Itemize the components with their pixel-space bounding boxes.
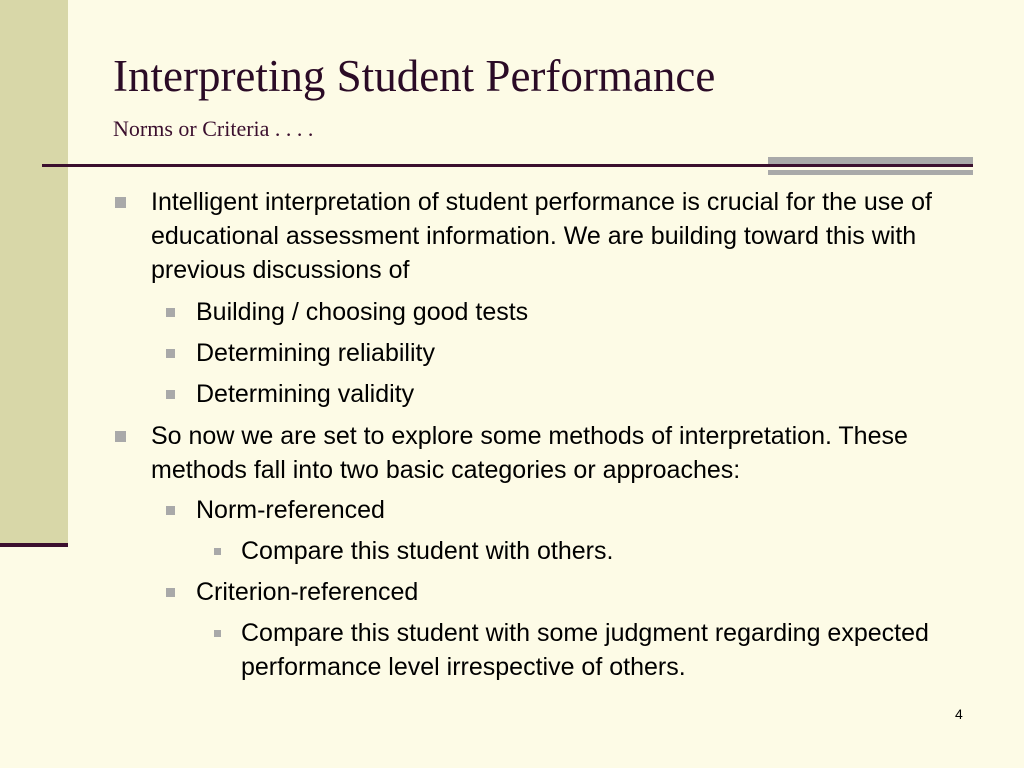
title-divider [42, 164, 973, 167]
bullet-item [196, 493, 966, 527]
square-bullet-icon [214, 548, 221, 555]
bullet-text: Intelligent interpretation of student performance is crucial for the use of educational assessment information. We are building toward this with previous discussions of [151, 188, 932, 284]
bullet-text: So now we are set to explore some methods of interpretation. These methods fall into two basic categories or approaches: [151, 422, 908, 484]
bullet-text: Compare this student with others. [241, 537, 614, 565]
bullet-item [196, 336, 966, 370]
bullet-item [196, 377, 966, 411]
bullet-item [241, 534, 966, 568]
square-bullet-icon [115, 431, 126, 442]
square-bullet-icon [115, 197, 126, 208]
bullet-item [151, 419, 966, 487]
slide-title: Interpreting Student Performance [113, 51, 716, 101]
bullet-text: Norm-referenced [196, 496, 385, 524]
bullet-item [196, 575, 966, 609]
left-decorative-band [0, 0, 68, 545]
divider-accent-bottom [768, 170, 973, 175]
bullet-text: Building / choosing good tests [196, 298, 529, 326]
bullet-text: Compare this student with some judgment regarding expected performance level irrespective of others. [241, 619, 929, 681]
divider-accent-top [768, 157, 973, 164]
square-bullet-icon [166, 588, 175, 597]
square-bullet-icon [166, 308, 175, 317]
page-number: 4 [955, 706, 963, 722]
square-bullet-icon [166, 390, 175, 399]
bullet-text: Determining reliability [196, 339, 435, 367]
square-bullet-icon [214, 630, 221, 637]
bullet-item [151, 185, 966, 287]
square-bullet-icon [166, 506, 175, 515]
left-decorative-line [0, 543, 68, 547]
slide-subtitle: Norms or Criteria . . . . [113, 116, 314, 141]
bullet-text: Determining validity [196, 380, 415, 408]
bullet-item [196, 295, 966, 329]
square-bullet-icon [166, 349, 175, 358]
bullet-text: Criterion-referenced [196, 578, 419, 606]
bullet-item [241, 616, 931, 684]
